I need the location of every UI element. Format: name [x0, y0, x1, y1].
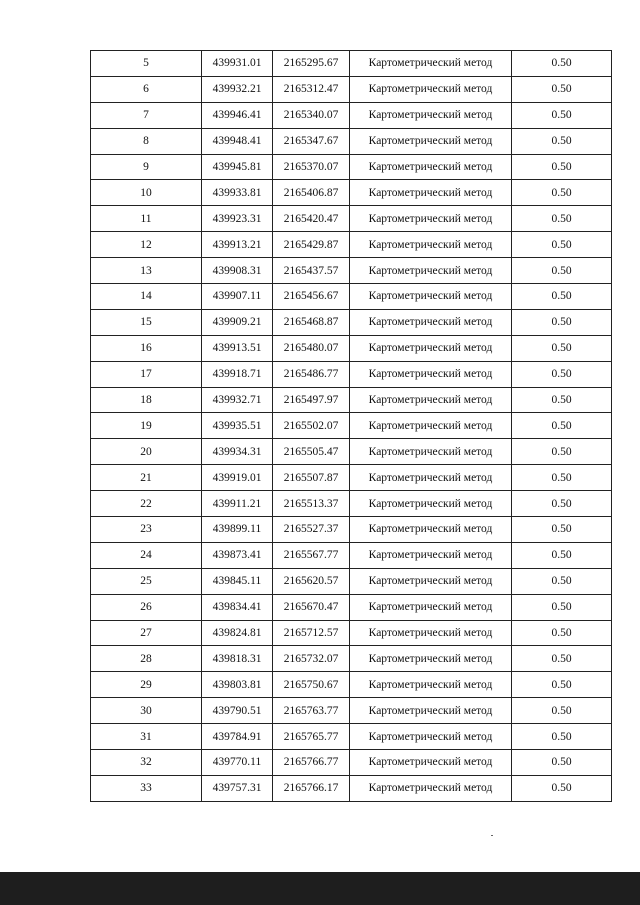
table-row [91, 465, 612, 491]
accuracy-cell: 0.50 [512, 750, 612, 776]
y-coordinate-cell: 2165567.77 [273, 542, 350, 568]
coordinates-table-body [91, 51, 612, 802]
accuracy-cell: 0.50 [512, 51, 612, 77]
accuracy-cell: 0.50 [512, 620, 612, 646]
accuracy-cell: 0.50 [512, 439, 612, 465]
y-coordinate-cell: 2165763.77 [273, 698, 350, 724]
table-row [91, 387, 612, 413]
accuracy-cell: 0.50 [512, 232, 612, 258]
accuracy-cell: 0.50 [512, 284, 612, 310]
table-row [91, 232, 612, 258]
method-cell: Картометрический метод [350, 439, 512, 465]
accuracy-cell: 0.50 [512, 76, 612, 102]
method-cell: Картометрический метод [350, 698, 512, 724]
method-cell: Картометрический метод [350, 128, 512, 154]
table-row [91, 284, 612, 310]
method-cell: Картометрический метод [350, 309, 512, 335]
table-row [91, 646, 612, 672]
method-cell: Картометрический метод [350, 750, 512, 776]
point-number-cell: 25 [91, 568, 202, 594]
y-coordinate-cell: 2165750.67 [273, 672, 350, 698]
method-cell: Картометрический метод [350, 594, 512, 620]
accuracy-cell: 0.50 [512, 128, 612, 154]
point-number-cell: 22 [91, 491, 202, 517]
y-coordinate-cell: 2165429.87 [273, 232, 350, 258]
point-number-cell: 9 [91, 154, 202, 180]
accuracy-cell: 0.50 [512, 491, 612, 517]
method-cell: Картометрический метод [350, 335, 512, 361]
table-row [91, 775, 612, 801]
accuracy-cell: 0.50 [512, 724, 612, 750]
method-cell: Картометрический метод [350, 361, 512, 387]
method-cell: Картометрический метод [350, 387, 512, 413]
point-number-cell: 28 [91, 646, 202, 672]
x-coordinate-cell: 439948.41 [202, 128, 273, 154]
table-row [91, 439, 612, 465]
method-cell: Картометрический метод [350, 258, 512, 284]
y-coordinate-cell: 2165340.07 [273, 102, 350, 128]
accuracy-cell: 0.50 [512, 646, 612, 672]
point-number-cell: 18 [91, 387, 202, 413]
x-coordinate-cell: 439913.51 [202, 335, 273, 361]
y-coordinate-cell: 2165480.07 [273, 335, 350, 361]
y-coordinate-cell: 2165486.77 [273, 361, 350, 387]
table-row [91, 206, 612, 232]
method-cell: Картометрический метод [350, 284, 512, 310]
point-number-cell: 15 [91, 309, 202, 335]
table-row [91, 542, 612, 568]
point-number-cell: 11 [91, 206, 202, 232]
accuracy-cell: 0.50 [512, 180, 612, 206]
method-cell: Картометрический метод [350, 620, 512, 646]
x-coordinate-cell: 439934.31 [202, 439, 273, 465]
x-coordinate-cell: 439907.11 [202, 284, 273, 310]
x-coordinate-cell: 439845.11 [202, 568, 273, 594]
accuracy-cell: 0.50 [512, 465, 612, 491]
table-row [91, 413, 612, 439]
x-coordinate-cell: 439803.81 [202, 672, 273, 698]
method-cell: Картометрический метод [350, 180, 512, 206]
method-cell: Картометрический метод [350, 51, 512, 77]
point-number-cell: 24 [91, 542, 202, 568]
accuracy-cell: 0.50 [512, 102, 612, 128]
x-coordinate-cell: 439931.01 [202, 51, 273, 77]
x-coordinate-cell: 439899.11 [202, 517, 273, 543]
x-coordinate-cell: 439911.21 [202, 491, 273, 517]
x-coordinate-cell: 439790.51 [202, 698, 273, 724]
y-coordinate-cell: 2165437.57 [273, 258, 350, 284]
table-row [91, 102, 612, 128]
y-coordinate-cell: 2165456.67 [273, 284, 350, 310]
method-cell: Картометрический метод [350, 491, 512, 517]
x-coordinate-cell: 439770.11 [202, 750, 273, 776]
accuracy-cell: 0.50 [512, 672, 612, 698]
x-coordinate-cell: 439946.41 [202, 102, 273, 128]
y-coordinate-cell: 2165766.17 [273, 775, 350, 801]
table-row [91, 76, 612, 102]
y-coordinate-cell: 2165766.77 [273, 750, 350, 776]
accuracy-cell: 0.50 [512, 361, 612, 387]
accuracy-cell: 0.50 [512, 309, 612, 335]
point-number-cell: 23 [91, 517, 202, 543]
method-cell: Картометрический метод [350, 775, 512, 801]
point-number-cell: 13 [91, 258, 202, 284]
point-number-cell: 10 [91, 180, 202, 206]
y-coordinate-cell: 2165712.57 [273, 620, 350, 646]
point-number-cell: 5 [91, 51, 202, 77]
y-coordinate-cell: 2165502.07 [273, 413, 350, 439]
accuracy-cell: 0.50 [512, 698, 612, 724]
y-coordinate-cell: 2165312.47 [273, 76, 350, 102]
accuracy-cell: 0.50 [512, 335, 612, 361]
table-row [91, 750, 612, 776]
method-cell: Картометрический метод [350, 102, 512, 128]
table-row [91, 568, 612, 594]
x-coordinate-cell: 439913.21 [202, 232, 273, 258]
accuracy-cell: 0.50 [512, 775, 612, 801]
y-coordinate-cell: 2165468.87 [273, 309, 350, 335]
y-coordinate-cell: 2165347.67 [273, 128, 350, 154]
y-coordinate-cell: 2165732.07 [273, 646, 350, 672]
point-number-cell: 19 [91, 413, 202, 439]
method-cell: Картометрический метод [350, 724, 512, 750]
x-coordinate-cell: 439873.41 [202, 542, 273, 568]
point-number-cell: 21 [91, 465, 202, 491]
accuracy-cell: 0.50 [512, 413, 612, 439]
x-coordinate-cell: 439909.21 [202, 309, 273, 335]
method-cell: Картометрический метод [350, 646, 512, 672]
x-coordinate-cell: 439784.91 [202, 724, 273, 750]
table-row [91, 51, 612, 77]
y-coordinate-cell: 2165406.87 [273, 180, 350, 206]
point-number-cell: 14 [91, 284, 202, 310]
accuracy-cell: 0.50 [512, 387, 612, 413]
method-cell: Картометрический метод [350, 672, 512, 698]
accuracy-cell: 0.50 [512, 594, 612, 620]
x-coordinate-cell: 439933.81 [202, 180, 273, 206]
point-number-cell: 6 [91, 76, 202, 102]
y-coordinate-cell: 2165505.47 [273, 439, 350, 465]
table-row [91, 361, 612, 387]
table-row [91, 698, 612, 724]
point-number-cell: 33 [91, 775, 202, 801]
y-coordinate-cell: 2165497.97 [273, 387, 350, 413]
table-row [91, 620, 612, 646]
point-number-cell: 32 [91, 750, 202, 776]
method-cell: Картометрический метод [350, 568, 512, 594]
method-cell: Картометрический метод [350, 206, 512, 232]
table-row [91, 724, 612, 750]
accuracy-cell: 0.50 [512, 258, 612, 284]
method-cell: Картометрический метод [350, 76, 512, 102]
x-coordinate-cell: 439818.31 [202, 646, 273, 672]
table-row [91, 672, 612, 698]
y-coordinate-cell: 2165420.47 [273, 206, 350, 232]
table-row [91, 517, 612, 543]
point-number-cell: 30 [91, 698, 202, 724]
method-cell: Картометрический метод [350, 154, 512, 180]
point-number-cell: 8 [91, 128, 202, 154]
method-cell: Картометрический метод [350, 413, 512, 439]
x-coordinate-cell: 439945.81 [202, 154, 273, 180]
method-cell: Картометрический метод [350, 232, 512, 258]
accuracy-cell: 0.50 [512, 542, 612, 568]
x-coordinate-cell: 439935.51 [202, 413, 273, 439]
y-coordinate-cell: 2165527.37 [273, 517, 350, 543]
point-number-cell: 27 [91, 620, 202, 646]
method-cell: Картометрический метод [350, 517, 512, 543]
x-coordinate-cell: 439919.01 [202, 465, 273, 491]
x-coordinate-cell: 439932.71 [202, 387, 273, 413]
y-coordinate-cell: 2165765.77 [273, 724, 350, 750]
x-coordinate-cell: 439908.31 [202, 258, 273, 284]
table-row [91, 180, 612, 206]
table-row [91, 128, 612, 154]
accuracy-cell: 0.50 [512, 568, 612, 594]
method-cell: Картометрический метод [350, 542, 512, 568]
point-number-cell: 29 [91, 672, 202, 698]
table-row [91, 594, 612, 620]
table-row [91, 335, 612, 361]
y-coordinate-cell: 2165513.37 [273, 491, 350, 517]
x-coordinate-cell: 439918.71 [202, 361, 273, 387]
coordinates-table [90, 50, 612, 802]
point-number-cell: 12 [91, 232, 202, 258]
y-coordinate-cell: 2165507.87 [273, 465, 350, 491]
x-coordinate-cell: 439824.81 [202, 620, 273, 646]
accuracy-cell: 0.50 [512, 206, 612, 232]
x-coordinate-cell: 439923.31 [202, 206, 273, 232]
accuracy-cell: 0.50 [512, 154, 612, 180]
method-cell: Картометрический метод [350, 465, 512, 491]
table-row [91, 309, 612, 335]
point-number-cell: 31 [91, 724, 202, 750]
coordinates-table-container [90, 50, 611, 802]
table-row [91, 154, 612, 180]
y-coordinate-cell: 2165370.07 [273, 154, 350, 180]
x-coordinate-cell: 439757.31 [202, 775, 273, 801]
accuracy-cell: 0.50 [512, 517, 612, 543]
y-coordinate-cell: 2165620.57 [273, 568, 350, 594]
point-number-cell: 20 [91, 439, 202, 465]
x-coordinate-cell: 439834.41 [202, 594, 273, 620]
point-number-cell: 17 [91, 361, 202, 387]
point-number-cell: 26 [91, 594, 202, 620]
point-number-cell: 7 [91, 102, 202, 128]
table-row [91, 258, 612, 284]
y-coordinate-cell: 2165295.67 [273, 51, 350, 77]
point-number-cell: 16 [91, 335, 202, 361]
table-row [91, 491, 612, 517]
x-coordinate-cell: 439932.21 [202, 76, 273, 102]
y-coordinate-cell: 2165670.47 [273, 594, 350, 620]
scan-speck [491, 835, 493, 836]
scan-bottom-border [0, 872, 640, 905]
